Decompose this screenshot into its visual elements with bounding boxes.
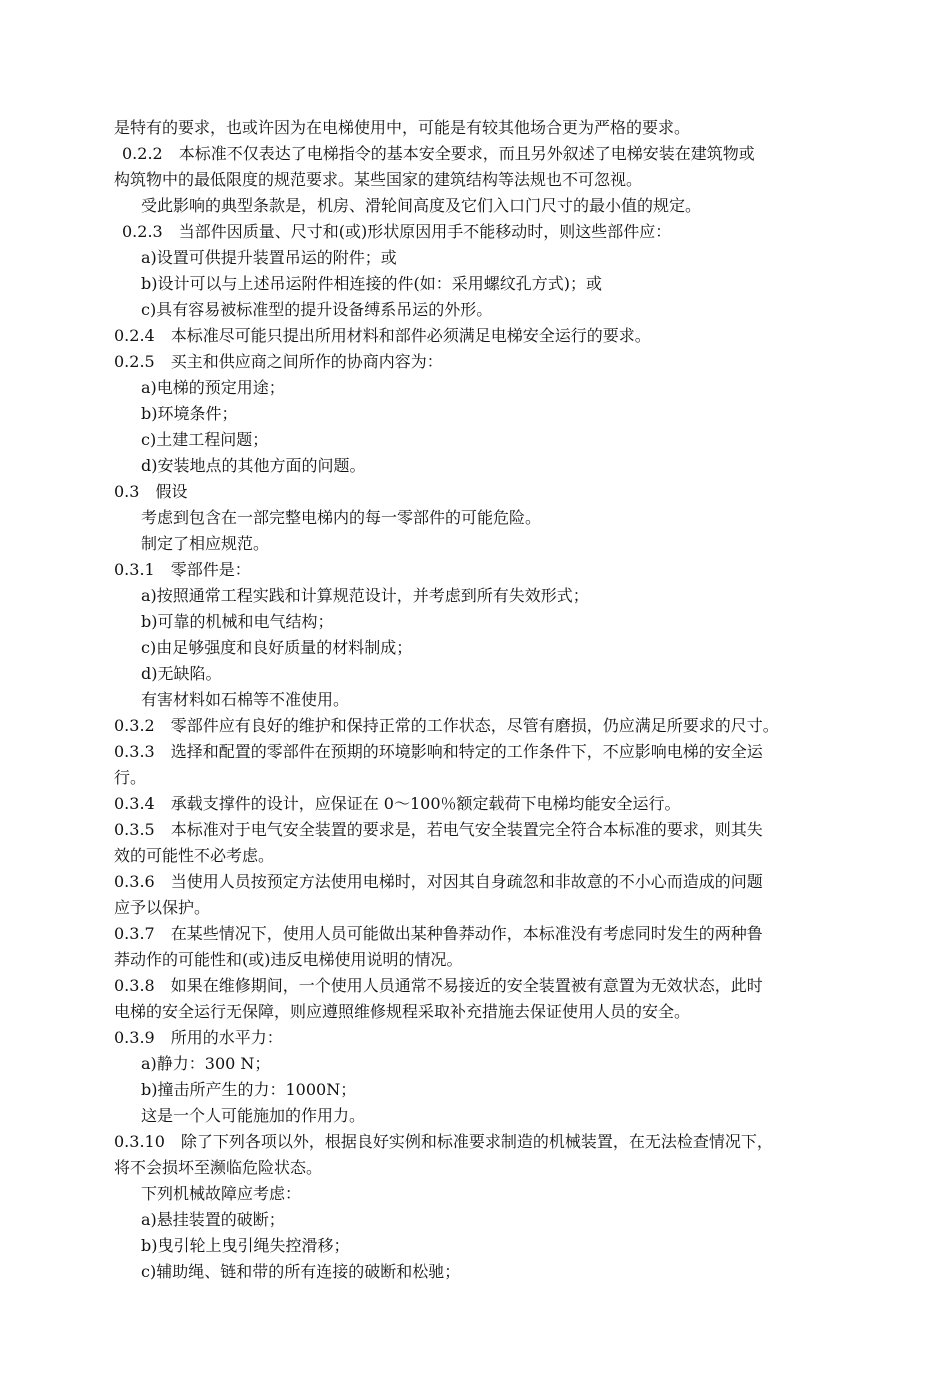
text-line: 是特有的要求，也或许因为在电梯使用中，可能是有较其他场合更为严格的要求。 xyxy=(114,118,691,137)
text-line: 电梯的安全运行无保障，则应遵照维修规程采取补充措施去保证使用人员的安全。 xyxy=(114,1002,691,1021)
list-item: b)可靠的机械和电气结构； xyxy=(141,612,334,631)
list-item: b)曳引轮上曳引绳失控滑移； xyxy=(141,1236,350,1255)
list-item: b)撞击所产生的力：1000N； xyxy=(141,1080,357,1099)
clause-0-3-8: 0.3.8 如果在维修期间，一个使用人员通常不易接近的安全装置被有意置为无效状态，此时 xyxy=(114,976,763,995)
clause-0-3-9: 0.3.9 所用的水平力： xyxy=(114,1028,283,1047)
list-item: d)无缺陷。 xyxy=(141,664,222,683)
clause-0-2-5: 0.2.5 买主和供应商之间所作的协商内容为： xyxy=(114,352,443,371)
clause-0-3-7: 0.3.7 在某些情况下，使用人员可能做出某种鲁莽动作，本标准没有考虑同时发生的两种鲁 xyxy=(114,924,763,943)
clause-0-2-4: 0.2.4 本标准尽可能只提出所用材料和部件必须满足电梯安全运行的要求。 xyxy=(114,326,651,345)
list-item: b)环境条件； xyxy=(141,404,238,423)
list-item: c)土建工程问题； xyxy=(141,430,269,449)
list-item: d)安装地点的其他方面的问题。 xyxy=(141,456,366,475)
list-item: c)辅助绳、链和带的所有连接的破断和松驰； xyxy=(141,1262,461,1281)
clause-0-3-10: 0.3.10 除了下列各项以外，根据良好实例和标准要求制造的机械装置，在无法检查情况下， xyxy=(114,1132,773,1151)
clause-0-3-1: 0.3.1 零部件是： xyxy=(114,560,251,579)
list-item: a)电梯的预定用途； xyxy=(141,378,285,397)
list-item: a)按照通常工程实践和计算规范设计，并考虑到所有失效形式； xyxy=(141,586,589,605)
text-line: 制定了相应规范。 xyxy=(141,534,270,553)
text-line: 受此影响的典型条款是，机房、滑轮间高度及它们入口门尺寸的最小值的规定。 xyxy=(141,196,702,215)
text-line: 构筑物中的最低限度的规范要求。某些国家的建筑结构等法规也不可忽视。 xyxy=(114,170,643,189)
list-item: b)设计可以与上述吊运附件相连接的件(如：采用螺纹孔方式)；或 xyxy=(141,274,602,293)
clause-0-3-3: 0.3.3 选择和配置的零部件在预期的环境影响和特定的工作条件下，不应影响电梯的安全运 xyxy=(114,742,763,761)
list-item: a)静力：300 N； xyxy=(141,1054,271,1073)
clause-0-3-6: 0.3.6 当使用人员按预定方法使用电梯时，对因其自身疏忽和非故意的不小心而造成的问题 xyxy=(114,872,763,891)
text-line: 莽动作的可能性和(或)违反电梯使用说明的情况。 xyxy=(114,950,463,969)
section-heading-0-3: 0.3 假设 xyxy=(114,482,188,501)
text-line: 这是一个人可能施加的作用力。 xyxy=(141,1106,366,1125)
clause-0-2-3: 0.2.3 当部件因质量、尺寸和(或)形状原因用手不能移动时，则这些部件应： xyxy=(122,222,672,241)
list-item: c)具有容易被标准型的提升设备缚系吊运的外形。 xyxy=(141,300,493,319)
list-item: a)悬挂装置的破断； xyxy=(141,1210,285,1229)
clause-0-3-5: 0.3.5 本标准对于电气安全装置的要求是，若电气安全装置完全符合本标准的要求，则其失 xyxy=(114,820,763,839)
clause-0-3-2: 0.3.2 零部件应有良好的维护和保持正常的工作状态，尽管有磨损，仍应满足所要求的尺寸。 xyxy=(114,716,779,735)
list-item: c)由足够强度和良好质量的材料制成； xyxy=(141,638,413,657)
text-line: 下列机械故障应考虑： xyxy=(141,1184,302,1203)
clause-0-2-2: 0.2.2 本标准不仅表达了电梯指令的基本安全要求，而且另外叙述了电梯安装在建筑物或 xyxy=(122,144,755,163)
clause-0-3-4: 0.3.4 承载支撑件的设计，应保证在 0～100％额定载荷下电梯均能安全运行。 xyxy=(114,794,681,813)
text-line: 有害材料如石棉等不准使用。 xyxy=(141,690,350,709)
text-line: 应予以保护。 xyxy=(114,898,211,917)
text-line: 将不会损坏至濒临危险状态。 xyxy=(114,1158,323,1177)
text-line: 效的可能性不必考虑。 xyxy=(114,846,275,865)
text-line: 考虑到包含在一部完整电梯内的每一零部件的可能危险。 xyxy=(141,508,542,527)
list-item: a)设置可供提升装置吊运的附件；或 xyxy=(141,248,397,267)
text-line: 行。 xyxy=(114,768,147,787)
